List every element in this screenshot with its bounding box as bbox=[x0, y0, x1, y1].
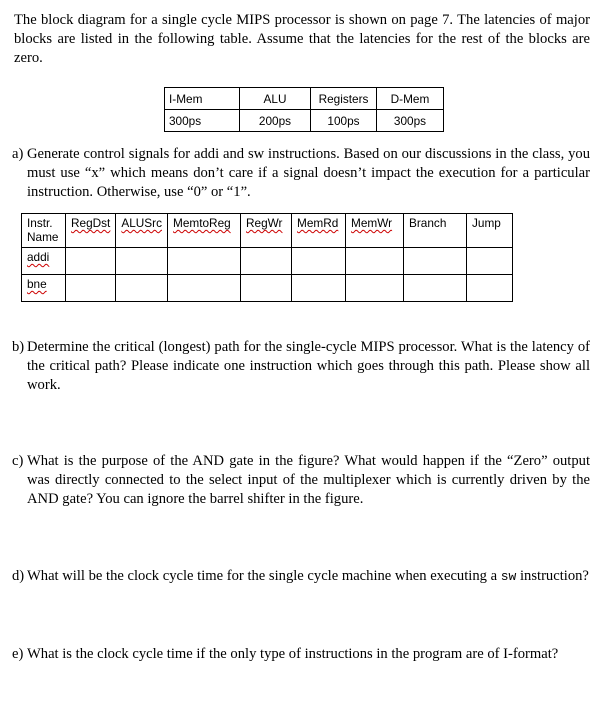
control-row-bne-name: bne bbox=[22, 275, 66, 302]
control-header-regwr: RegWr bbox=[241, 214, 292, 248]
control-header-instr: Instr. Name bbox=[22, 214, 66, 248]
latency-value-imem: 300ps bbox=[165, 110, 240, 132]
latency-header-dmem: D-Mem bbox=[377, 88, 444, 110]
table-row bbox=[22, 275, 513, 302]
question-c-text: What is the purpose of the AND gate in the figure? What would happen if the “Zero” output was directly connected to the select input of the multiplexer which is currently driven by the AND gate? You can ignore the barrel shifter in the figure. bbox=[27, 453, 590, 507]
question-b-text: Determine the critical (longest) path for the single-cycle MIPS processor. What is the latency of the critical path? Please indicate one instruction which goes through this path. Please show all work. bbox=[27, 339, 590, 393]
question-d bbox=[12, 567, 590, 586]
latency-value-dmem: 300ps bbox=[377, 110, 444, 132]
control-header-row bbox=[22, 214, 513, 248]
control-cell[interactable] bbox=[292, 275, 346, 302]
question-d-label: d) bbox=[12, 568, 25, 584]
latency-header-imem: I-Mem bbox=[165, 88, 240, 110]
question-c bbox=[12, 452, 590, 509]
latency-value-alu: 200ps bbox=[240, 110, 311, 132]
control-header-regdst: RegDst bbox=[66, 214, 116, 248]
latency-header-registers: Registers bbox=[311, 88, 377, 110]
intro-paragraph: The block diagram for a single cycle MIPS processor is shown on page 7. The latencies of major blocks are listed in the following table. Assume that the latencies for the rest of the blocks are zero. bbox=[14, 12, 590, 66]
control-row-addi-name: addi bbox=[22, 248, 66, 275]
control-cell[interactable] bbox=[467, 275, 513, 302]
question-b bbox=[12, 338, 590, 395]
question-a bbox=[12, 145, 590, 202]
latency-header-alu: ALU bbox=[240, 88, 311, 110]
control-cell[interactable] bbox=[116, 248, 168, 275]
control-cell[interactable] bbox=[346, 275, 404, 302]
control-cell[interactable] bbox=[346, 248, 404, 275]
table-row bbox=[22, 248, 513, 275]
control-cell[interactable] bbox=[404, 275, 467, 302]
latency-value-row bbox=[165, 110, 444, 132]
question-d-text: What will be the clock cycle time for the single cycle machine when executing a sw instruction? bbox=[27, 568, 589, 584]
control-cell[interactable] bbox=[66, 248, 116, 275]
control-cell[interactable] bbox=[66, 275, 116, 302]
control-header-branch: Branch bbox=[404, 214, 467, 248]
question-a-text: Generate control signals for addi and sw instructions. Based on our discussions in the class, you must use “x” which means don’t care if a signal doesn’t impact the execution for a particular instruction. Otherwise, use “0” or “1”. bbox=[27, 146, 590, 200]
control-cell[interactable] bbox=[292, 248, 346, 275]
latency-value-registers: 100ps bbox=[311, 110, 377, 132]
question-c-label: c) bbox=[12, 453, 24, 469]
control-cell[interactable] bbox=[404, 248, 467, 275]
question-a-label: a) bbox=[12, 146, 24, 162]
control-header-memrd: MemRd bbox=[292, 214, 346, 248]
control-cell[interactable] bbox=[241, 248, 292, 275]
question-e-label: e) bbox=[12, 646, 24, 662]
latency-table bbox=[164, 87, 444, 132]
control-cell[interactable] bbox=[168, 275, 241, 302]
question-e bbox=[12, 645, 590, 664]
control-cell[interactable] bbox=[241, 275, 292, 302]
control-cell[interactable] bbox=[467, 248, 513, 275]
latency-header-row bbox=[165, 88, 444, 110]
control-header-memwr: MemWr bbox=[346, 214, 404, 248]
question-b-label: b) bbox=[12, 339, 25, 355]
control-header-jump: Jump bbox=[467, 214, 513, 248]
question-e-text: What is the clock cycle time if the only type of instructions in the program are of I-format? bbox=[27, 646, 559, 662]
control-header-alusrc: ALUSrc bbox=[116, 214, 168, 248]
question-d-code: sw bbox=[500, 569, 517, 584]
control-header-memtoreg: MemtoReg bbox=[168, 214, 241, 248]
control-cell[interactable] bbox=[168, 248, 241, 275]
control-signals-table bbox=[21, 213, 513, 302]
control-cell[interactable] bbox=[116, 275, 168, 302]
